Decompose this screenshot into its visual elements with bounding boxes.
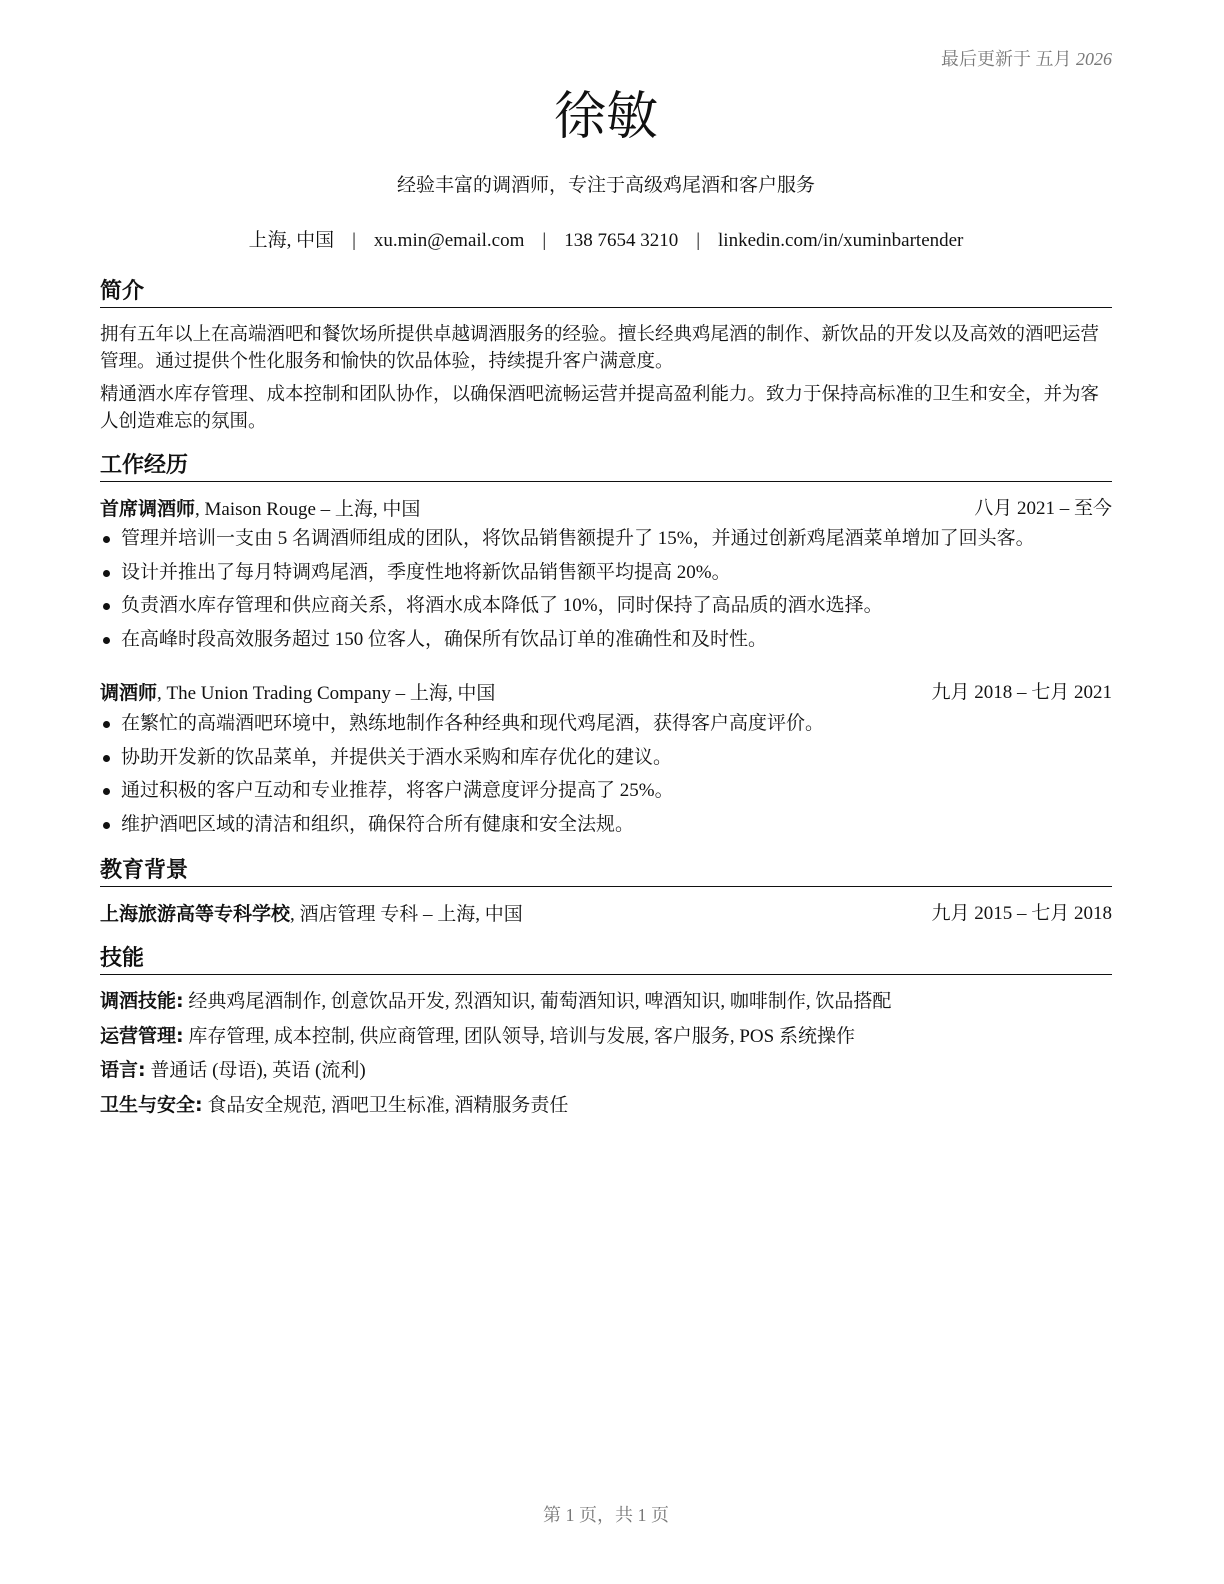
contact-separator: | bbox=[542, 230, 547, 251]
list-item: 通过积极的客户互动和专业推荐，将客户满意度评分提高了 25%。 bbox=[100, 774, 1112, 808]
skill-row bbox=[100, 988, 1112, 1015]
list-item: 负责酒水库存管理和供应商关系，将酒水成本降低了 10%，同时保持了高品质的酒水选择。 bbox=[100, 589, 1112, 623]
tagline: 经验丰富的调酒师，专注于高级鸡尾酒和客户服务 bbox=[396, 175, 815, 196]
job-header bbox=[100, 496, 1112, 523]
job-date: 九月 2018 – 七月 2021 bbox=[931, 682, 1112, 703]
skill-label: 运营管理: bbox=[100, 1025, 184, 1047]
list-item: 在繁忙的高端酒吧环境中，熟练地制作各种经典和现代鸡尾酒，获得客户高度评价。 bbox=[100, 707, 1112, 741]
job-bullets bbox=[100, 707, 1112, 841]
contact-separator: | bbox=[352, 230, 356, 251]
job-org: , Maison Rouge – 上海, 中国 bbox=[195, 499, 421, 520]
list-item: 管理并培训一支由 5 名调酒师组成的团队，将饮品销售额提升了 15%，并通过创新鸡尾酒菜单增加了回头客。 bbox=[100, 522, 1112, 556]
education-school: 上海旅游高等专科学校 bbox=[100, 903, 291, 925]
skill-value: 食品安全规范, 酒吧卫生标准, 酒精服务责任 bbox=[202, 1095, 569, 1116]
job-role: 调酒师 bbox=[100, 682, 158, 704]
section-title-skills: 技能 bbox=[100, 945, 1112, 975]
list-item: 协助开发新的饮品菜单，并提供关于酒水采购和库存优化的建议。 bbox=[100, 741, 1112, 775]
updated-label: 最后更新于 五月 bbox=[941, 49, 1072, 69]
job-bullets bbox=[100, 522, 1112, 656]
skill-row bbox=[100, 1023, 1112, 1050]
education-date: 九月 2015 – 七月 2018 bbox=[931, 903, 1112, 924]
skill-row bbox=[100, 1092, 1112, 1119]
list-item: 在高峰时段高效服务超过 150 位客人，确保所有饮品订单的准确性和及时性。 bbox=[100, 623, 1112, 657]
job-date: 八月 2021 – 至今 bbox=[974, 498, 1112, 519]
section-title-experience: 工作经历 bbox=[100, 452, 1112, 482]
job-org: , The Union Trading Company – 上海, 中国 bbox=[157, 683, 496, 704]
summary-paragraph-2: 精通酒水库存管理、成本控制和团队协作，以确保酒吧流畅运营并提高盈利能力。致力于保持高标准的卫生和安全，并为客人创造难忘的氛围。 bbox=[100, 385, 1100, 432]
skill-row bbox=[100, 1057, 1112, 1084]
job-header bbox=[100, 680, 1112, 707]
job-role: 首席调酒师 bbox=[100, 498, 196, 520]
page-number: 第 1 页，共 1 页 bbox=[543, 1505, 669, 1525]
skill-label: 语言: bbox=[100, 1059, 146, 1081]
updated-year: 2026 bbox=[1076, 49, 1112, 69]
skill-label: 调酒技能: bbox=[100, 990, 184, 1012]
contact-separator: | bbox=[696, 230, 701, 251]
candidate-name: 徐敏 bbox=[553, 87, 658, 147]
skill-value: 库存管理, 成本控制, 供应商管理, 团队领导, 培训与发展, 客户服务, POS 系统操作 bbox=[183, 1026, 855, 1047]
list-item: 维护酒吧区域的清洁和组织，确保符合所有健康和安全法规。 bbox=[100, 808, 1112, 842]
skill-label: 卫生与安全: bbox=[100, 1094, 203, 1116]
education-detail: , 酒店管理 专科 – 上海, 中国 bbox=[290, 904, 523, 925]
education-entry bbox=[100, 901, 1112, 928]
last-updated bbox=[941, 45, 1112, 71]
contact-linkedin-link[interactable]: linkedin.com/in/xuminbartender bbox=[718, 230, 964, 251]
summary-paragraph-1: 拥有五年以上在高端酒吧和餐饮场所提供卓越调酒服务的经验。擅长经典鸡尾酒的制作、新饮品的开发以及高效的酒吧运营管理。通过提供个性化服务和愉快的饮品体验，持续提升客户满意度。 bbox=[100, 325, 1100, 372]
contact-phone: 138 7654 3210 bbox=[564, 230, 679, 251]
skill-value: 普通话 (母语), 英语 (流利) bbox=[145, 1060, 366, 1081]
contact-email-link[interactable]: xu.min@email.com bbox=[373, 230, 525, 251]
skill-value: 经典鸡尾酒制作, 创意饮品开发, 烈酒知识, 葡萄酒知识, 啤酒知识, 咖啡制作, 饮品搭配 bbox=[183, 991, 892, 1012]
resume-page bbox=[100, 0, 1112, 1584]
contact-line bbox=[100, 225, 1112, 252]
section-title-summary: 简介 bbox=[100, 278, 1112, 308]
section-title-education: 教育背景 bbox=[100, 857, 1112, 887]
contact-location: 上海, 中国 bbox=[248, 230, 335, 251]
list-item: 设计并推出了每月特调鸡尾酒，季度性地将新饮品销售额平均提高 20%。 bbox=[100, 556, 1112, 590]
